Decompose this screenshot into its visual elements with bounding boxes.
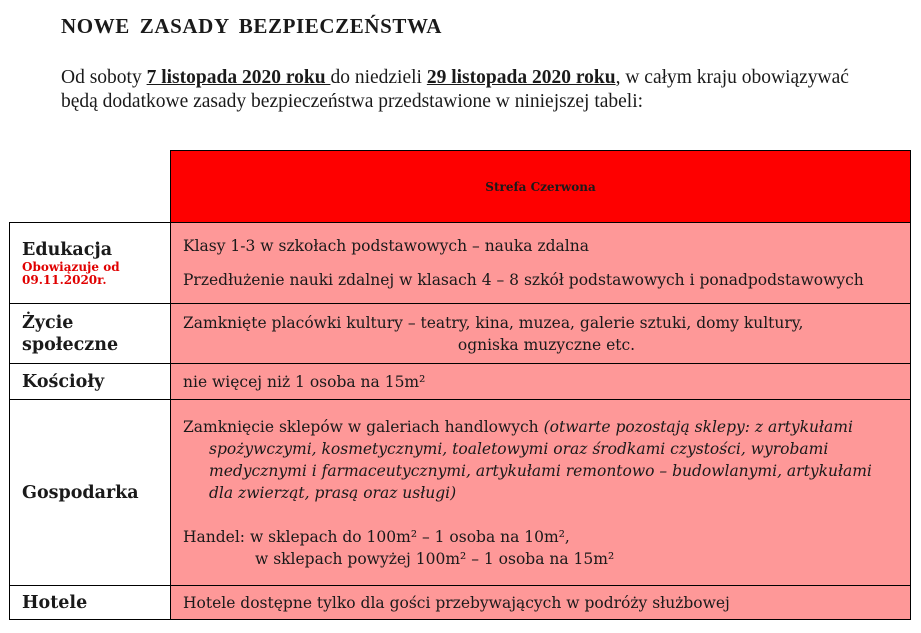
table-row-churches <box>10 364 911 400</box>
table-row-social <box>10 304 911 364</box>
table-header-row <box>10 151 911 223</box>
row-content-churches: nie więcej niż 1 osoba na 15m² <box>171 364 911 400</box>
row-label-hotels: Hotele <box>10 586 171 620</box>
row-content-education <box>171 223 911 304</box>
economy-shops-main: Zamknięcie sklepów w galeriach handlowych <box>183 417 544 436</box>
education-effective-note: Obowiązuje od 09.11.2020r. <box>22 260 120 287</box>
rules-table <box>9 150 911 620</box>
intro-text-3: , w całym kraju obowiązywać będą dodatkowe zasady bezpieczeństwa przedstawione w niniejszej tabeli: <box>61 67 849 112</box>
intro-paragraph <box>61 66 861 114</box>
table-row-hotels <box>10 586 911 620</box>
row-content-hotels: Hotele dostępne tylko dla gości przebywających w podróży służbowej <box>171 586 911 620</box>
economy-shops-italic-1: (otwarte pozostają sklepy: z artykułami <box>543 417 853 436</box>
row-content-economy <box>171 400 911 586</box>
social-line-2: ogniska muzyczne etc. <box>457 335 636 354</box>
intro-date-to: 29 listopada 2020 roku <box>426 67 616 88</box>
economy-shops-italic-4: dla zwierząt, prasą oraz usługi) <box>209 483 457 502</box>
row-label-education <box>10 223 171 304</box>
education-label: Edukacja <box>22 240 113 260</box>
education-line-2: Przedłużenie nauki zdalnej w klasach 4 – 8 szkół podstawowych i ponadpodstawowych <box>183 271 864 289</box>
intro-text-1: Od soboty <box>61 67 147 88</box>
row-label-churches: Kościoły <box>10 364 171 400</box>
economy-trade-line-1: Handel: w sklepach do 100m² – 1 osoba na 10m², <box>183 527 570 546</box>
row-content-social <box>171 304 911 364</box>
education-line-1: Klasy 1-3 w szkołach podstawowych – nauka zdalna <box>183 237 589 255</box>
social-line-1: Zamknięte placówki kultury – teatry, kina, muzea, galerie sztuki, domy kultury, <box>183 313 804 332</box>
header-blank-cell <box>10 151 171 223</box>
economy-shops-line-1 <box>183 416 910 438</box>
page-title: NOWE ZASADY BEZPIECZEŃSTWA <box>61 14 443 38</box>
table-row-education <box>10 223 911 304</box>
row-label-economy: Gospodarka <box>10 400 171 586</box>
intro-date-from: 7 listopada 2020 roku <box>146 67 331 88</box>
zone-header-red: Strefa Czerwona <box>171 151 911 223</box>
intro-text-2: do niedzieli <box>330 67 427 88</box>
economy-trade-line-2: w sklepach powyżej 100m² – 1 osoba na 15m² <box>255 549 615 568</box>
economy-shops-italic-3: medycznymi i farmaceutycznymi, artykułami remontowo – budowlanymi, artykułami <box>209 461 872 480</box>
economy-shops-italic-2: spożywczymi, kosmetycznymi, toaletowymi oraz środkami czystości, wyrobami <box>209 439 829 458</box>
table-row-economy <box>10 400 911 586</box>
row-label-social: Życie społeczne <box>10 304 171 364</box>
